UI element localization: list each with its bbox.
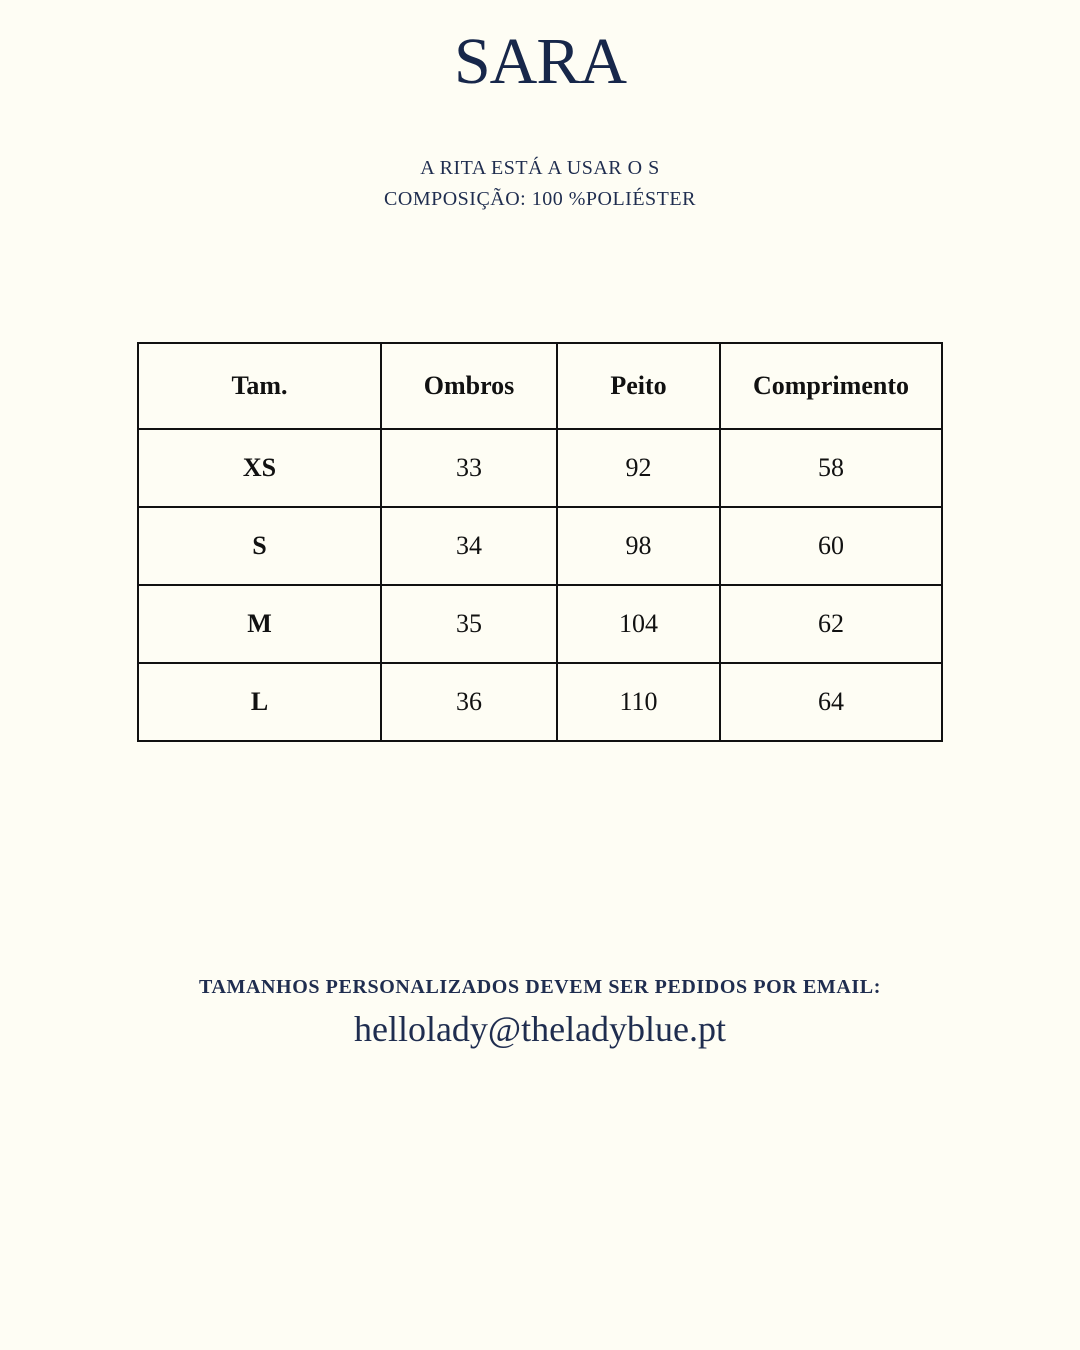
- table-row: [138, 663, 942, 741]
- table-row: [138, 507, 942, 585]
- chest-cell: 92: [557, 429, 720, 507]
- table-row: [138, 585, 942, 663]
- model-size-info: A RITA ESTÁ A USAR O S: [420, 157, 660, 179]
- length-cell: 64: [720, 663, 942, 741]
- size-cell: S: [138, 507, 381, 585]
- size-chart-table: [137, 342, 943, 742]
- size-cell: L: [138, 663, 381, 741]
- size-cell: XS: [138, 429, 381, 507]
- composition-info: COMPOSIÇÃO: 100 %POLIÉSTER: [384, 188, 696, 210]
- chest-cell: 110: [557, 663, 720, 741]
- brand-title: SARA: [453, 25, 627, 98]
- chest-cell: 98: [557, 507, 720, 585]
- header-length: Comprimento: [720, 343, 942, 429]
- table-row: [138, 429, 942, 507]
- length-cell: 58: [720, 429, 942, 507]
- header-size: Tam.: [138, 343, 381, 429]
- contact-email: hellolady@theladyblue.pt: [353, 1009, 727, 1049]
- size-cell: M: [138, 585, 381, 663]
- chest-cell: 104: [557, 585, 720, 663]
- shoulders-cell: 34: [381, 507, 557, 585]
- shoulders-cell: 36: [381, 663, 557, 741]
- custom-sizes-note: TAMANHOS PERSONALIZADOS DEVEM SER PEDIDOS POR EMAIL:: [198, 976, 881, 998]
- header-shoulders: Ombros: [381, 343, 557, 429]
- shoulders-cell: 33: [381, 429, 557, 507]
- length-cell: 62: [720, 585, 942, 663]
- table-header-row: [138, 343, 942, 429]
- shoulders-cell: 35: [381, 585, 557, 663]
- length-cell: 60: [720, 507, 942, 585]
- header-chest: Peito: [557, 343, 720, 429]
